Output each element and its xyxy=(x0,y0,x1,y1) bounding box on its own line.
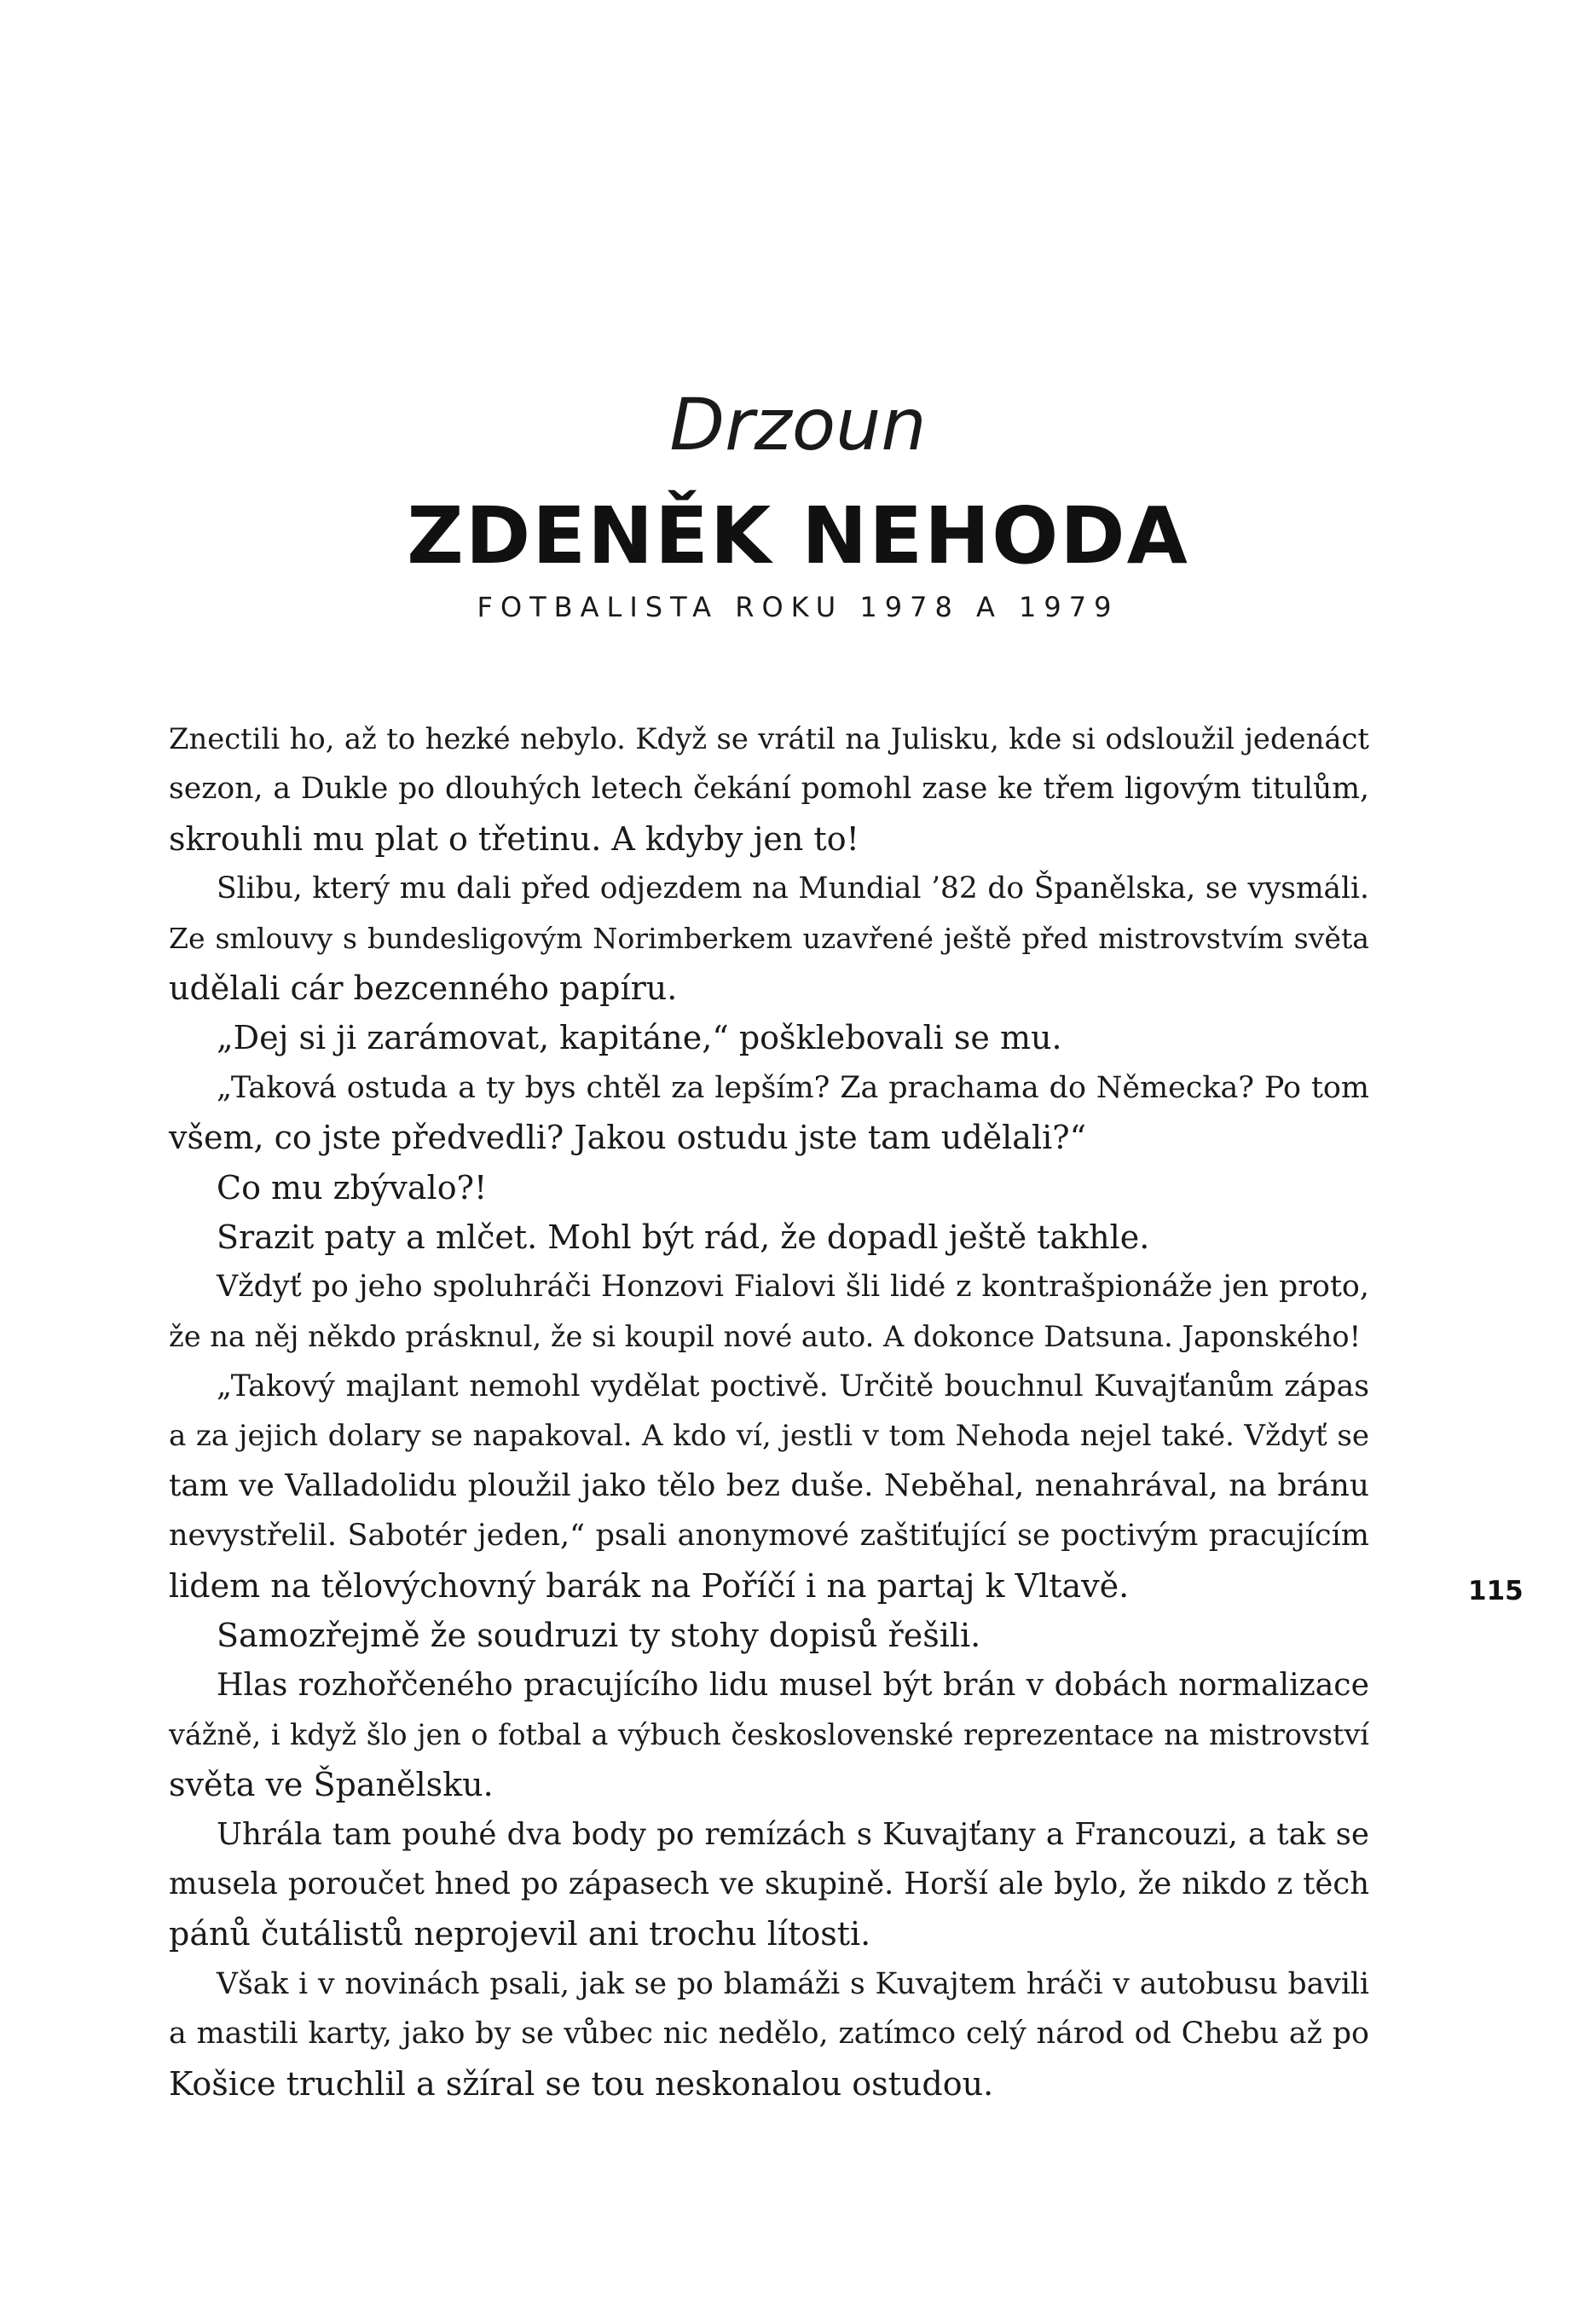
text-line: musela poroučet hned po zápasech ve skupině. Horší ale bylo, že nikdo z těch xyxy=(169,1866,1369,1901)
text-line: Znectili ho, až to hezké nebylo. Když se vrátil na Julisku, kde si odsloužil jedenáct xyxy=(169,722,1369,755)
text-line: Srazit paty a mlčet. Mohl být rád, že dopadl ještě takhle. xyxy=(217,1218,1150,1256)
body-text xyxy=(169,715,1369,2109)
text-line: světa ve Španělsku. xyxy=(169,1766,494,1804)
text-line: pánů čutálistů neprojevil ani trochu lítosti. xyxy=(169,1915,871,1953)
chapter-caption: FOTBALISTA ROKU 1978 A 1979 xyxy=(477,591,1119,623)
text-line: všem, co jste předvedli? Jakou ostudu jste tam udělali?“ xyxy=(169,1119,1087,1157)
text-line: udělali cár bezcenného papíru. xyxy=(169,969,678,1007)
text-line: „Takový majlant nemohl vydělat poctivě. Určitě bouchnul Kuvajťanům zápas xyxy=(217,1369,1369,1404)
text-line: a za jejich dolary se napakoval. A kdo ví, jestli v tom Nehoda nejel také. Vždyť se xyxy=(169,1419,1369,1454)
text-line: skrouhli mu plat o třetinu. A kdyby jen to! xyxy=(169,819,859,858)
text-line: nevystřelil. Sabotér jeden,“ psali anonymové zaštiťující se poctivým pracujícím xyxy=(169,1519,1369,1554)
text-line: Ze smlouvy s bundesligovým Norimberkem uzavřené ještě před mistrovstvím světa xyxy=(169,921,1369,955)
text-line: Vždyť po jeho spoluhráči Honzovi Fialovi šli lidé z kontrašpionáže jen proto, xyxy=(217,1270,1369,1305)
chapter-title: ZDENĚK NEHODA xyxy=(407,490,1189,582)
text-line: Co mu zbývalo?! xyxy=(217,1168,488,1207)
text-line: Hlas rozhořčeného pracujícího lidu musel být brán v dobách normalizace xyxy=(217,1666,1369,1704)
text-line: sezon, a Dukle po dlouhých letech čekání pomohl zase ke třem ligovým titulům, xyxy=(169,772,1369,807)
text-line: a mastili karty, jako by se vůbec nic nedělo, zatímco celý národ od Chebu až po xyxy=(169,2017,1369,2051)
text-line: tam ve Valladolidu ploužil jako tělo bez duše. Neběhal, nenahrával, na bránu xyxy=(169,1467,1369,1503)
text-line: Slibu, který mu dali před odjezdem na Mundial ’82 do Španělska, se vysmáli. xyxy=(217,871,1369,906)
text-line: Uhrála tam pouhé dva body po remízách s Kuvajťany a Francouzi, a tak se xyxy=(217,1816,1369,1852)
text-line: vážně, i když šlo jen o fotbal a výbuch československé reprezentace na mistrovství xyxy=(169,1717,1369,1751)
text-line: Však i v novinách psali, jak se po blamáži s Kuvajtem hráči v autobusu bavili xyxy=(217,1966,1369,2001)
text-line: „Dej si ji zarámovat, kapitáne,“ pošklebovali se mu. xyxy=(217,1019,1062,1057)
text-line: že na něj někdo prásknul, že si koupil nové auto. A dokonce Datsuna. Japonského! xyxy=(169,1319,1362,1353)
text-line: lidem na tělovýchovný barák na Poříčí i na partaj k Vltavě. xyxy=(169,1566,1130,1605)
chapter-subtitle: Drzoun xyxy=(669,383,927,466)
page-number: 115 xyxy=(1468,1576,1524,1606)
text-line: Samozřejmě že soudruzi ty stohy dopisů řešili. xyxy=(217,1617,981,1655)
text-line: „Taková ostuda a ty bys chtěl za lepším? Za prachama do Německa? Po tom xyxy=(217,1070,1369,1105)
text-line: Košice truchlil a sžíral se tou neskonalou ostudou. xyxy=(169,2064,994,2103)
